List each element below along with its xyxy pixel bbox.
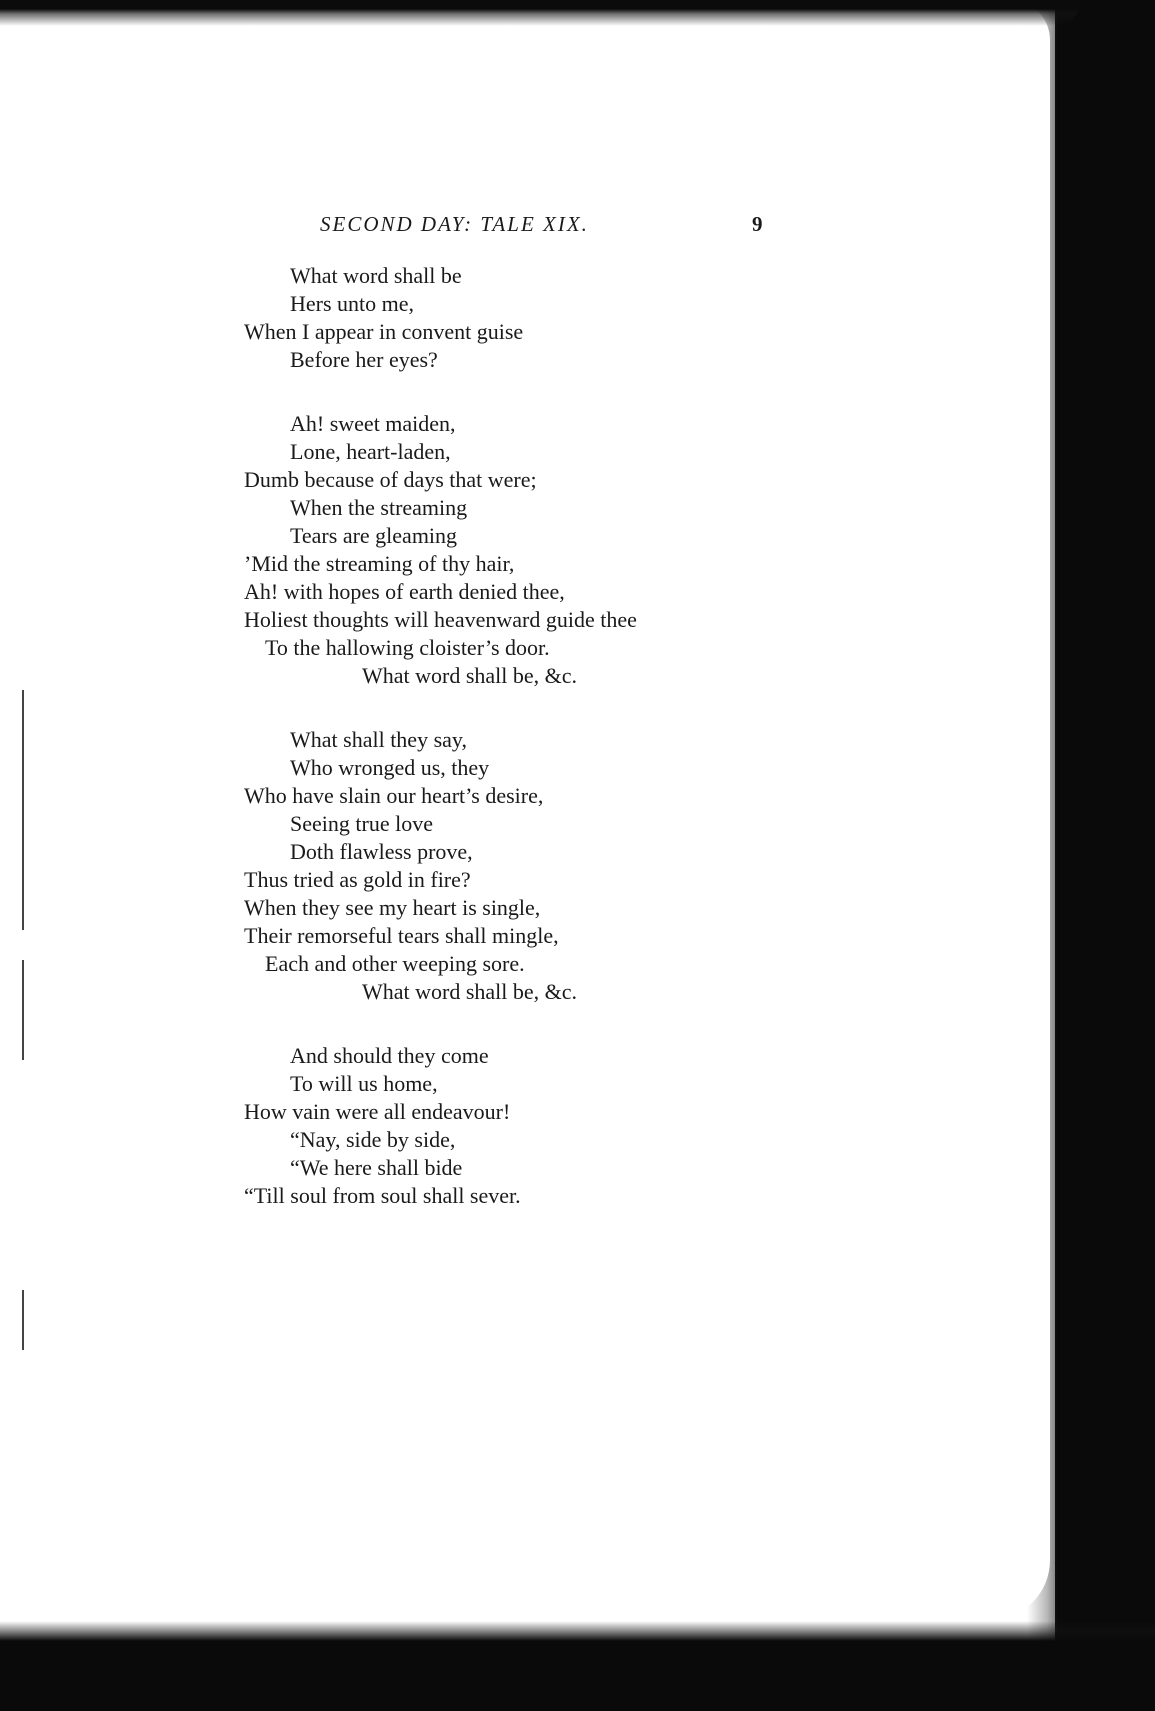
poem-line: Doth flawless prove, xyxy=(290,839,473,864)
poem-line: Before her eyes? xyxy=(290,347,438,372)
scan-streak-left xyxy=(22,690,24,930)
poem-line: To the hallowing cloister’s door. xyxy=(265,635,550,660)
running-head: SECOND DAY: TALE XIX. xyxy=(320,212,589,236)
poem-line: What word shall be xyxy=(290,263,462,288)
poem-line: Seeing true love xyxy=(290,811,433,836)
poem-line: What word shall be, &c. xyxy=(362,663,578,688)
poem-line: To will us home, xyxy=(290,1071,438,1096)
scan-streak-left xyxy=(22,960,24,1060)
page-number: 9 xyxy=(752,212,763,236)
poem-line: What shall they say, xyxy=(290,727,467,752)
poem-line: Thus tried as gold in fire? xyxy=(244,867,471,892)
poem-line: ’Mid the streaming of thy hair, xyxy=(244,551,515,576)
poem-line: What word shall be, &c. xyxy=(362,979,578,1004)
poem xyxy=(0,262,637,1210)
scan-border-top xyxy=(0,0,1080,30)
poem-line: Holiest thoughts will heavenward guide thee xyxy=(244,607,637,632)
stanza-gap xyxy=(0,1006,393,1042)
poem-line: “We here shall bide xyxy=(290,1155,463,1180)
poem-line: “Nay, side by side, xyxy=(290,1127,456,1152)
poem-line: Tears are gleaming xyxy=(290,523,458,548)
stanza xyxy=(0,726,578,1006)
poem-line: When they see my heart is single, xyxy=(244,895,541,920)
poem-line: Who have slain our heart’s desire, xyxy=(244,783,544,808)
poem-line: When the streaming xyxy=(290,495,468,520)
stanza xyxy=(0,410,637,690)
poem-line: And should they come xyxy=(290,1043,489,1068)
poem-line: Who wronged us, they xyxy=(290,755,490,780)
poem-line: Dumb because of days that were; xyxy=(244,467,537,492)
stanza-gap xyxy=(0,374,393,410)
poem-line: Each and other weeping sore. xyxy=(265,951,525,976)
poem-line: Ah! sweet maiden, xyxy=(290,411,456,436)
poem-line: How vain were all endeavour! xyxy=(244,1099,511,1124)
stanza xyxy=(0,262,524,374)
poem-line: Lone, heart-laden, xyxy=(290,439,451,464)
scan-border-right xyxy=(1055,0,1155,1711)
poem-line: When I appear in convent guise xyxy=(244,319,524,344)
scan-border-bottom xyxy=(0,1621,1155,1711)
stanza xyxy=(0,1042,521,1210)
poem-line: Hers unto me, xyxy=(290,291,415,316)
poem-line: Their remorseful tears shall mingle, xyxy=(244,923,559,948)
stanza-gap xyxy=(0,690,393,726)
scan-streak-left xyxy=(22,1290,24,1350)
poem-line: Ah! with hopes of earth denied thee, xyxy=(244,579,565,604)
poem-line: “Till soul from soul shall sever. xyxy=(244,1183,521,1208)
